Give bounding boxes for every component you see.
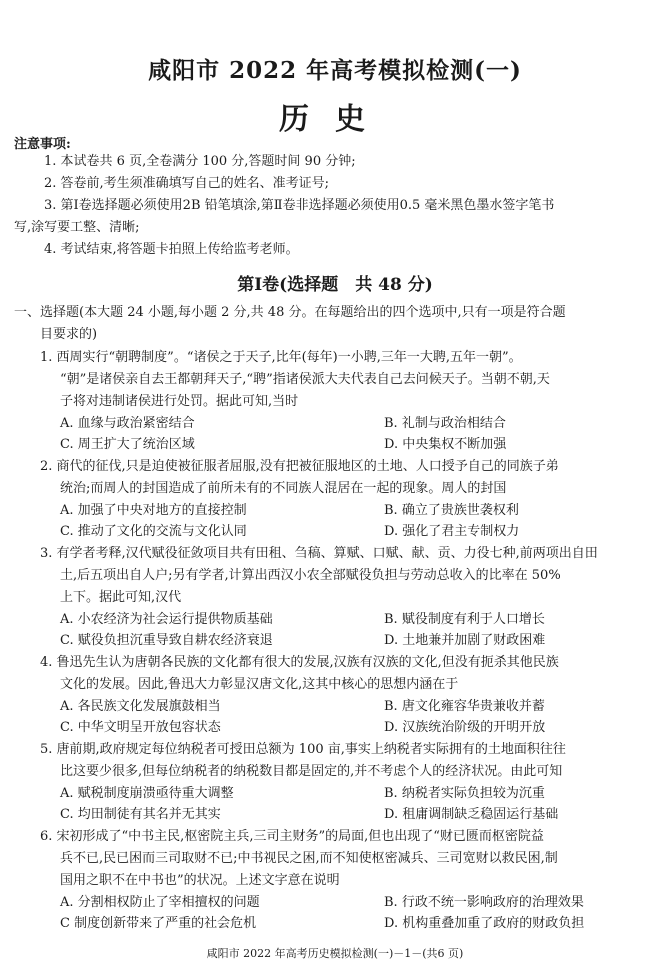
question-2-option-c: C. 推动了文化的交流与文化认同 (60, 524, 247, 539)
question-4-text: 4. 鲁迅先生认为唐朝各民族的文化都有很大的发展,汉族有汉族的文化,但没有扼杀其他民族 (40, 655, 559, 670)
question-4-option-b: B. 唐文化雍容华贵兼收并蓄 (384, 699, 545, 714)
question-2-option-b: B. 确立了贵族世袭权利 (384, 503, 519, 518)
subject-heading: 历史 (279, 102, 391, 137)
question-1-text: 子将对违制诸侯进行处罚。据此可知,当时 (60, 394, 299, 409)
question-2-text: 2. 商代的征伐,只是迫使被征服者屈服,没有把被征服地区的土地、人口授予自己的同族子弟 (40, 459, 559, 474)
section-instructions: 一、选择题(本大题 24 小题,每小题 2 分,共 48 分。在每题给出的四个选项中,只有一项是符合题 (14, 305, 566, 320)
question-5-option-b: B. 纳税者实际负担较为沉重 (384, 786, 545, 801)
question-1-option-d: D. 中央集权不断加强 (384, 437, 507, 452)
question-2-option-a: A. 加强了中央对地方的直接控制 (60, 503, 247, 518)
question-1-option-a: A. 血缘与政治紧密结合 (60, 416, 195, 431)
question-3-option-b: B. 赋役制度有利于人口增长 (384, 612, 545, 627)
notice-item: 2. 答卷前,考生须准确填写自己的姓名、准考证号; (44, 176, 330, 191)
question-3-text: 土,后五项出自人户;另有学者,计算出西汉小农全部赋役负担与劳动总收入的比率在 50% (60, 568, 561, 583)
question-1-text: “朝”是诸侯亲自去王都朝拜天子,“聘”指诸侯派大夫代表自己去问候天子。当朝不朝,天 (60, 372, 550, 387)
question-5-text: 比这要少很多,但每位纳税者的纳税数目都是固定的,并不考虑个人的经济状况。由此可知 (60, 764, 563, 779)
section-instructions: 目要求的) (40, 327, 98, 342)
question-6-text: 兵不已,民已困而三司取财不已;中书视民之困,而不知使枢密减兵、三司宽财以救民困,制 (60, 851, 558, 866)
question-4-option-d: D. 汉族统治阶级的开明开放 (384, 720, 546, 735)
question-3-text: 上下。据此可知,汉代 (60, 590, 182, 605)
question-3-option-d: D. 土地兼并加剧了财政困难 (384, 633, 546, 648)
notice-item: 1. 本试卷共 6 页,全卷满分 100 分,答题时间 90 分钟; (44, 154, 356, 169)
section-title: 第Ⅰ卷(选择题 共 48 分) (237, 275, 433, 295)
question-1-text: 1. 西周实行“朝聘制度”。“诸侯之于天子,比年(每年)一小聘,三年一大聘,五年一朝”。 (40, 350, 522, 365)
question-6-option-c: C 制度创新带来了严重的社会危机 (60, 916, 257, 931)
question-2-text: 统治;而周人的封国造成了前所未有的不同族人混居在一起的现象。周人的封国 (60, 481, 507, 496)
question-4-option-a: A. 各民族文化发展旗鼓相当 (60, 699, 221, 714)
notice-heading: 注意事项: (14, 137, 71, 152)
question-2-option-d: D. 强化了君主专制权力 (384, 524, 520, 539)
question-1-option-c: C. 周王扩大了统治区域 (60, 437, 195, 452)
question-3-option-a: A. 小农经济为社会运行提供物质基础 (60, 612, 273, 627)
question-6-option-d: D. 机构重叠加重了政府的财政负担 (384, 916, 585, 931)
question-4-option-c: C. 中华文明呈开放包容状态 (60, 720, 221, 735)
notice-item: 3. 第Ⅰ卷选择题必须使用2B 铅笔填涂,第Ⅱ卷非选择题必须使用0.5 毫米黑色墨水签字笔书 (44, 198, 555, 213)
question-5-option-c: C. 均田制徒有其名并无其实 (60, 807, 221, 822)
notice-item: 写,涂写要工整、清晰; (14, 220, 140, 235)
page-footer: 咸阳市 2022 年高考历史模拟检测(一)－1－(共6 页) (206, 947, 464, 960)
question-6-option-a: A. 分割相权防止了宰相擅权的问题 (60, 895, 260, 910)
exam-title: 咸阳市 2022 年高考模拟检测(一) (148, 57, 522, 84)
question-5-option-d: D. 租庸调制缺乏稳固运行基础 (384, 807, 559, 822)
question-6-text: 6. 宋初形成了“中书主民,枢密院主兵,三司主财务”的局面,但也出现了“财已匮而枢密院益 (40, 829, 544, 844)
question-6-text: 国用之职不在中书也”的状况。上述文字意在说明 (60, 873, 340, 888)
question-1-option-b: B. 礼制与政治相结合 (384, 416, 506, 431)
question-6-option-b: B. 行政不统一影响政府的治理效果 (384, 895, 584, 910)
question-5-option-a: A. 赋税制度崩溃亟待重大调整 (60, 786, 234, 801)
question-3-text: 3. 有学者考释,汉代赋役征敛项目共有田租、刍稿、算赋、口赋、献、贡、力役七种,前两项出自田 (40, 546, 598, 561)
notice-item: 4. 考试结束,将答题卡拍照上传给监考老师。 (44, 242, 299, 257)
question-3-option-c: C. 赋役负担沉重导致自耕农经济衰退 (60, 633, 273, 648)
question-4-text: 文化的发展。因此,鲁迅大力彰显汉唐文化,这其中核心的思想内涵在于 (60, 677, 459, 692)
question-5-text: 5. 唐前期,政府规定每位纳税者可授田总额为 100 亩,事实上纳税者实际拥有的土地面积往往 (40, 742, 566, 757)
